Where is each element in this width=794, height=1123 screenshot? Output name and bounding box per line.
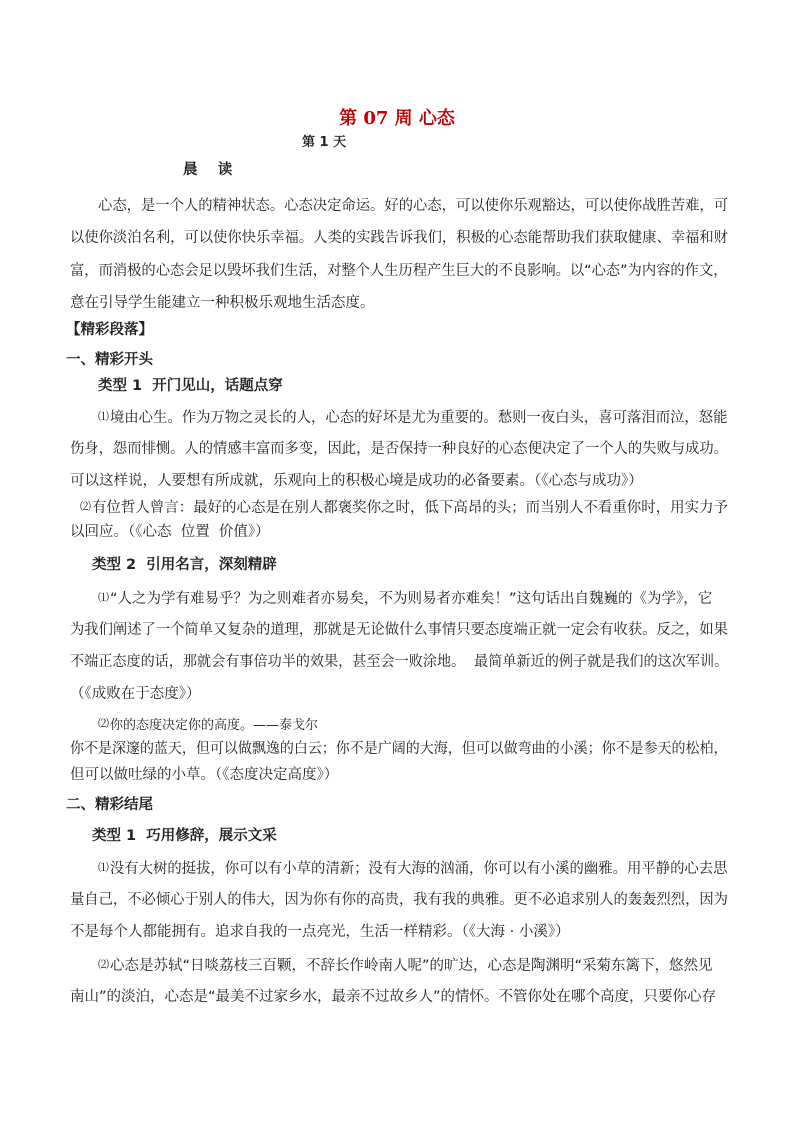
paragraph-line: 不端正态度的话，那就会有事倍功半的效果，甚至会一败涂地。 最简单新近的例子就是我们的这次军训。 <box>70 654 729 670</box>
intro-line: 心态，是一个人的精神状态。心态决定命运。好的心态，可以使你乐观豁达，可以使你战胜苦难，可 <box>98 198 729 214</box>
paragraph-line: ⑴没有大树的挺拔，你可以有小草的清新；没有大海的汹涌，你可以有小溪的幽雅。用平静的心去思 <box>98 861 728 877</box>
paragraph-line <box>98 714 318 736</box>
paragraph-line: 你不是深邃的蓝天，但可以做飘逸的白云；你不是广阔的大海，但可以做弯曲的小溪；你不是参天的松柏， <box>70 741 728 757</box>
paragraph-line: 量自己，不必倾心于别人的伟大，因为你有你的高贵，我有我的典雅。更不必追求别人的轰轰烈烈，因为 <box>70 892 728 908</box>
paragraph-line: 南山”的淡泊，心态是“最美不过家乡水，最亲不过故乡人”的情怀。不管你处在哪个高度，只要你心存 <box>70 989 717 1005</box>
opening-type1-heading <box>98 376 283 396</box>
paragraph-line: 但可以做吐绿的小草。（《态度决定高度》） <box>70 767 339 783</box>
intro-line: 以使你淡泊名利，可以使你快乐幸福。人类的实践告诉我们，积极的心态能帮助我们获取健康、幸福和财 <box>70 230 728 246</box>
paragraph-number: ⑴ <box>98 861 109 874</box>
paragraph-line: ⑵心态是苏轼“日啖荔枝三百颗，不辞长作岭南人呢”的旷达，心态是陶渊明“采菊东篱下，悠然见 <box>98 958 713 974</box>
paragraph-line: 伤身，怨而悱恻。人的情感丰富而多变，因此，是否保持一种良好的心态便决定了一个人的失败与成功。 <box>70 441 728 457</box>
paragraph-line: 以回应。（《心态 位置 价值》） <box>70 524 270 540</box>
paragraph-line: 为我们阐述了一个简单又复杂的道理，那就是无论做什么事情只要态度端正就一定会有收获。反之，如果 <box>70 622 728 638</box>
intro-line: 意在引导学生能建立一种积极乐观地生活态度。 <box>70 295 375 311</box>
paragraph-line: 可以这样说，人要想有所成就，乐观向上的积极心境是成功的必备要素。（《心态与成功》） <box>70 473 643 489</box>
paragraph-line: ⑴“人之为学有难易乎？为之则难者亦易矣，不为则易者亦难矣！”这句话出自魏巍的《为学》，它 <box>98 591 713 607</box>
paragraph-line: 不是每个人都能拥有。追求自我的一点亮光，生活一样精彩。（《大海 · 小溪》） <box>70 924 570 940</box>
type-label: 类型 1 <box>98 378 143 394</box>
opening-type2-heading <box>92 555 277 575</box>
paragraph-line: ⑴境由心生。作为万物之灵长的人，心态的好坏是尤为重要的。愁则一夜白头，喜可落泪而泣，怒能 <box>98 410 728 426</box>
morning-reading-label: 晨 读 <box>183 162 233 178</box>
page-title: 第 07 周 心态 <box>339 108 455 129</box>
paragraph-number: ⑵ <box>98 958 109 971</box>
type-title: 引用名言，深刻精辟 <box>146 557 277 573</box>
paragraph-line: ⑵有位哲人曾言：最好的心态是在别人都褒奖你之时，低下高昂的头；而当别人不看重你时，用实力予 <box>80 500 728 516</box>
quote-line: 你的态度决定你的高度。——泰戈尔 <box>110 718 319 733</box>
ending-heading: 二、精彩结尾 <box>66 797 153 813</box>
intro-line: 富，而消极的心态会足以毁坏我们生活，对整个人生历程产生巨大的不良影响。以“心态”为内容的作文， <box>70 263 728 279</box>
paragraph-number: ⑵ <box>80 500 91 513</box>
paragraph-number: ⑵ <box>98 717 109 730</box>
paragraph-number: ⑴ <box>98 410 109 423</box>
section-header: 【精彩段落】 <box>66 322 153 338</box>
type-title: 巧用修辞，展示文采 <box>146 828 277 844</box>
opening-heading: 一、精彩开头 <box>66 352 153 368</box>
type-label: 类型 2 <box>92 557 137 573</box>
ending-type1-heading <box>92 826 277 846</box>
type-title: 开门见山，话题点穿 <box>152 378 283 394</box>
day-label: 第 1 天 <box>302 135 347 150</box>
paragraph-number: ⑴ <box>98 591 109 604</box>
paragraph-line: （《成败在于态度》） <box>70 686 201 702</box>
type-label: 类型 1 <box>92 828 137 844</box>
